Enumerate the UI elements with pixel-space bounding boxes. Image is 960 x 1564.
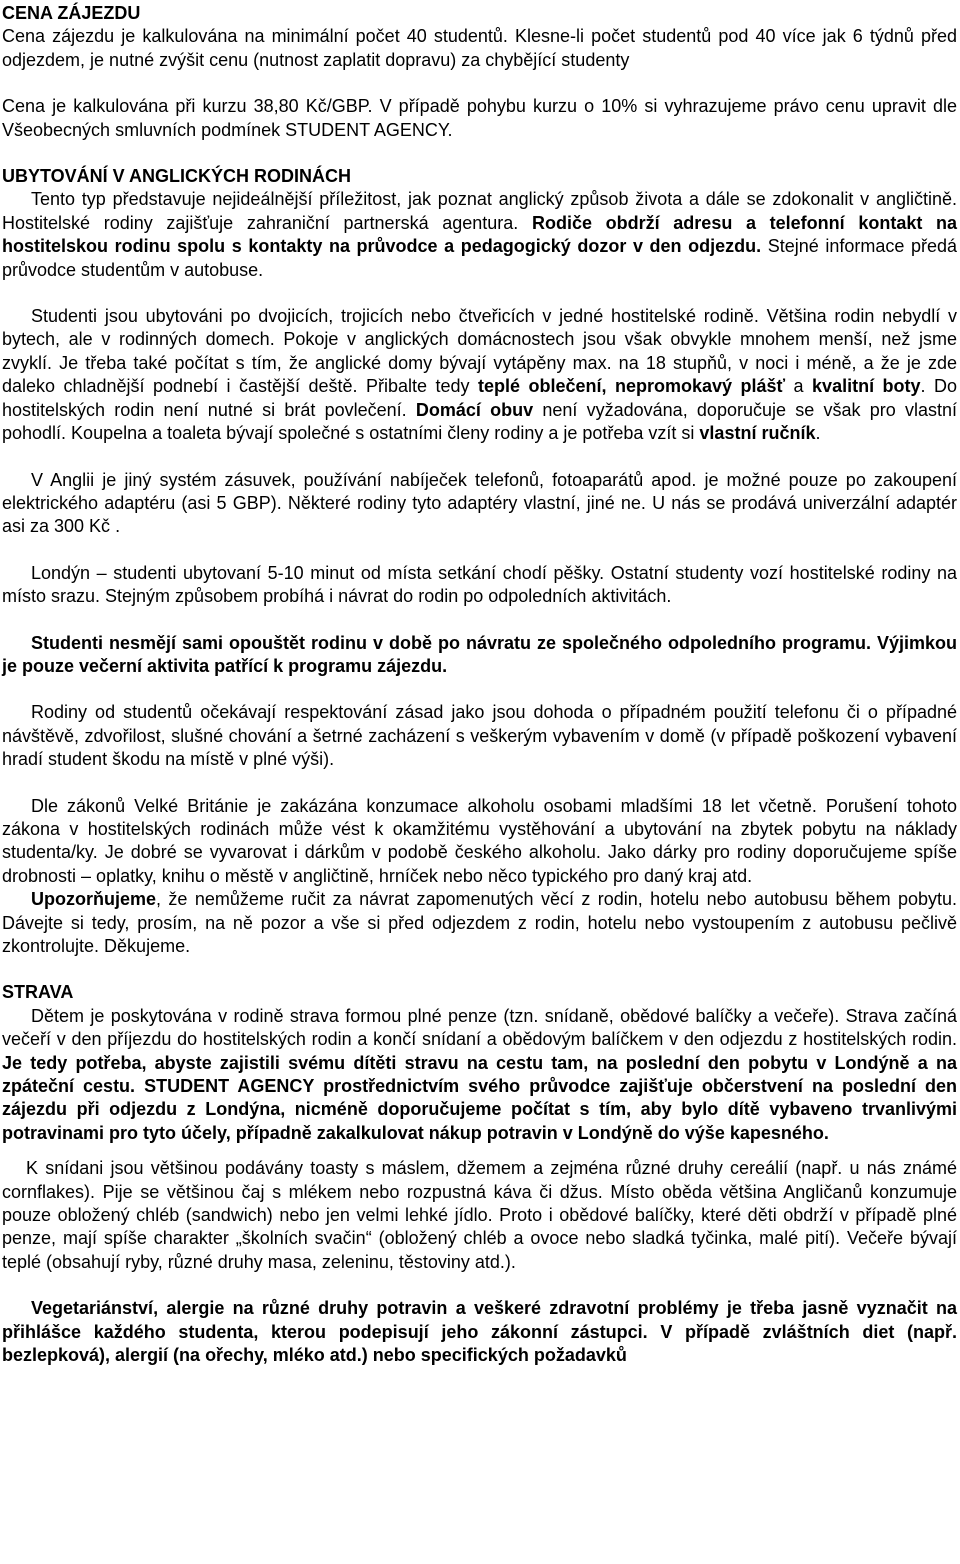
text-run: . Do hostitelských rodin není nutné si brát povlečení. — [2, 376, 958, 420]
paragraph-ubytovani-8 — [2, 888, 957, 958]
text-run-bold: Je tedy potřeba, abyste zajistili svému dítěti stravu na cestu tam, na poslední den pobytu v Londýně a na zpáteční cestu. STUDENT AGENCY prostřednictvím svého průvodce zajišťuje občerstvení na poslední den zájezdu při odjezdu z Londýna, nicméně doporučujeme počítat s tím, aby bylo dítě vybaveno trvanlivými potravinami pro tyto účely, případně zakalkulovat nákup potravin v Londýně do výše kapesného. — [2, 1052, 957, 1143]
paragraph-cena-2: Cena je kalkulována při kurzu 38,80 Kč/GBP. V případě pohybu kurzu o 10% si vyhrazujeme právo cenu upravit dle Všeobecných smluvních podmínek STUDENT AGENCY. — [2, 96, 957, 140]
text-run-bold: Studenti nesmějí sami opouštět rodinu v době po návratu ze společného odpoledního programu. Výjimkou je pouze večerní aktivita patřící k programu zájezdu. — [2, 632, 957, 676]
text-run-bold: teplé oblečení, nepromokavý plášť — [477, 376, 786, 397]
paragraph-strava-2: K snídani jsou většinou podávány toasty s máslem, džemem a zejména různé druhy cereálií (např. u nás známé cornflakes). Pije se většinou čaj s mlékem nebo rozpustná káva či džus. Místo oběda většina Angličanů konzumuje pouze obložený chléb (sandwich) nebo jen velmi lehké jídlo. Proto i obědové balíčky, které děti obdrží v případě plné penze, mají spíše charakter „školních svačin“ (obložený chléb a ovoce nebo sladká tyčinka, malé pití). Večeře bývají teplé (obsahují ryby, různé druhy masa, zeleninu, těstoviny atd.). — [2, 1158, 957, 1272]
text-run-bold: Domácí obuv — [415, 399, 534, 420]
paragraph-ubytovani-6: Rodiny od studentů očekávají respektování zásad jako jsou dohoda o případném použití telefonu či o případné návštěvě, zdvořilost, slušné chování a šetrné zacházení s veškerým vybavením v domě (v případě poškození vybavení hradí student škodu na místě v plné výši). — [2, 702, 957, 770]
section-heading-strava: STRAVA — [2, 982, 74, 1003]
text-run: Stejné informace předá průvodce studentům v autobuse. — [2, 236, 958, 280]
text-run: . — [815, 423, 821, 444]
text-run-bold: vlastní ručník — [699, 423, 816, 444]
text-run-bold: kvalitní boty — [812, 376, 921, 397]
paragraph-ubytovani-4: Londýn – studenti ubytovaní 5-10 minut od místa setkání chodí pěšky. Ostatní studenty vozí hostitelské rodiny na místo srazu. Stejným způsobem probíhá i návrat do rodin po odpoledních aktivitách. — [2, 562, 957, 607]
text-run: Tento typ představuje nejideálnější příležitost, jak poznat anglický způsob života a dále se zdokonalit v angličtině. Hostitelské rodiny zajišťuje zahraniční partnerská agentura. — [2, 189, 957, 233]
text-run: není vyžadována, doporučuje se však pro vlastní pohodlí. Koupelna a toaleta bývají společné s ostatními členy rodiny a je potřeba vzít si — [2, 399, 957, 444]
paragraph-ubytovani-2 — [2, 305, 957, 445]
paragraph-ubytovani-1 — [2, 188, 957, 282]
text-run: a — [785, 376, 813, 397]
text-run-bold: Rodiče obdrží adresu a telefonní kontakt na hostitelskou rodinu spolu s kontakty na průvodce a pedagogický dozor v den odjezdu. — [2, 212, 957, 257]
paragraph-ubytovani-3: V Anglii je jiný systém zásuvek, používání nabíječek telefonů, fotoaparátů apod. je možné pouze po zakoupení elektrického adaptéru (asi 5 GBP). Některé rodiny tyto adaptéry vlastní, jiné ne. U nás se prodává univerzální adaptér asi za 300 Kč . — [2, 469, 957, 537]
paragraph-strava-3 — [2, 1297, 957, 1367]
paragraph-cena-1: Cena zájezdu je kalkulována na minimální počet 40 studentů. Klesne-li počet studentů pod 40 více jak 6 týdnů před odjezdem, je nutné zvýšit cenu (nutnost zaplatit dopravu) za chybějící studenty — [2, 26, 957, 70]
section-heading-ubytovani: UBYTOVÁNÍ V ANGLICKÝCH RODINÁCH — [2, 166, 352, 187]
paragraph-strava-1 — [2, 1005, 957, 1145]
paragraph-ubytovani-5 — [2, 632, 957, 679]
paragraph-ubytovani-7: Dle zákonů Velké Británie je zakázána konzumace alkoholu osobami mladšími 18 let včetně. Porušení tohoto zákona v hostitelských rodinách může vést k okamžitému vystěhování a ubytování na zbytek pobytu na náklady studenta/ky. Je dobré se vyvarovat i dárkům v podobě českého alkoholu. Jako dárky pro rodiny doporučujeme spíše drobnosti – oplatky, knihu o městě v angličtině, hrníček nebo něco typického pro daný kraj atd. — [2, 795, 957, 886]
text-run: Dětem je poskytována v rodině strava formou plné penze (tzn. snídaně, obědové balíčky a večeře). Strava začíná večeří v den příjezdu do hostitelských rodin a končí snídaní a obědovým balíčkem v den odjezdu z hostitelských rodin. — [2, 1005, 957, 1050]
text-run: , že nemůžeme ručit za návrat zapomenutých věcí z rodin, hotelu nebo autobusu během pobytu. Dávejte si tedy, prosím, na ně pozor a vše si před odjezdem z rodin, hotelu nebo vystoupením z autobusu pečlivě zkontrolujte. Děkujeme. — [2, 889, 957, 956]
section-heading-cena: CENA ZÁJEZDU — [2, 3, 141, 23]
text-run-bold: Vegetariánství, alergie na různé druhy potravin a veškeré zdravotní problémy je třeba jasně vyznačit na přihlášce každého studenta, kterou podepisují jeho zákonní zástupci. V případě zvláštních diet (např. bezlepková), alergií (na ořechy, mléko atd.) nebo specifických požadavků — [2, 1298, 957, 1366]
text-run-bold: Upozorňujeme — [31, 889, 157, 910]
text-run: Studenti jsou ubytováni po dvojicích, trojicích nebo čtveřicích v jedné hostitelské rodině. Většina rodin nebydlí v bytech, ale v rodinných domech. Pokoje v anglických domácnostech jsou však obvykle mnohem menší, než jsme zvyklí. Je třeba také počítat s tím, že anglické domy bývají vytápěny max. na 18 stupňů, v noci i méně, a že je zde daleko chladnější podnebí i častější deště. Přibalte tedy — [2, 306, 957, 397]
